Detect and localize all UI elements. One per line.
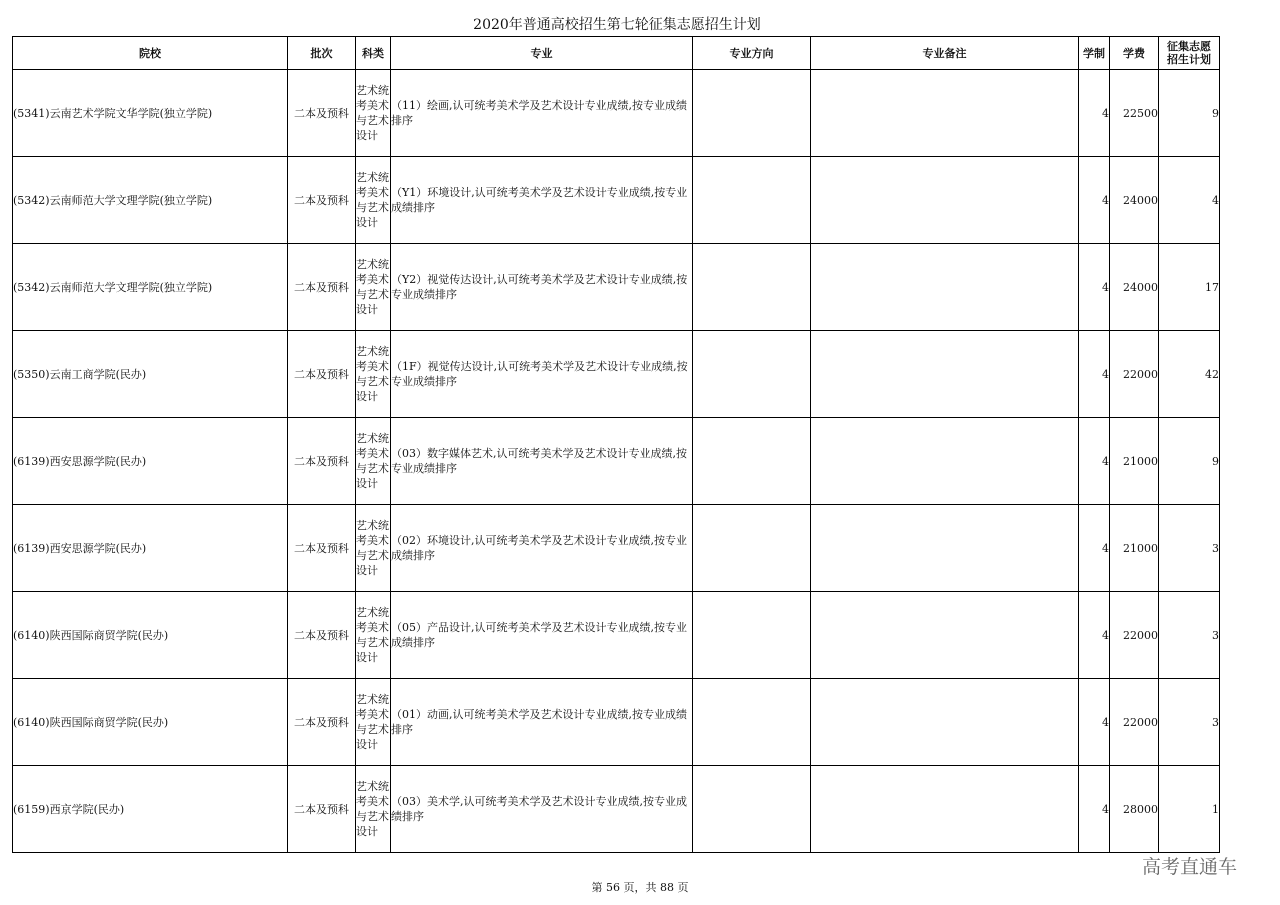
cell-direction	[693, 679, 811, 766]
cell-school: (6139)西安思源学院(民办)	[13, 418, 288, 505]
cell-plan: 4	[1159, 157, 1220, 244]
header-row	[13, 37, 1220, 70]
header-remark: 专业备注	[811, 37, 1079, 70]
table-row	[13, 592, 1220, 679]
header-direction: 专业方向	[693, 37, 811, 70]
cell-direction	[693, 592, 811, 679]
cell-school: (5342)云南师范大学文理学院(独立学院)	[13, 244, 288, 331]
cell-years: 4	[1079, 331, 1110, 418]
cell-years: 4	[1079, 244, 1110, 331]
cell-category: 艺术统考美术与艺术设计	[356, 679, 391, 766]
cell-fee: 22500	[1110, 70, 1159, 157]
table-row	[13, 244, 1220, 331]
cell-direction	[693, 157, 811, 244]
cell-category: 艺术统考美术与艺术设计	[356, 244, 391, 331]
cell-remark	[811, 70, 1079, 157]
header-plan-line1: 征集志愿	[1167, 40, 1211, 53]
header-years: 学制	[1079, 37, 1110, 70]
cell-plan: 9	[1159, 70, 1220, 157]
cell-fee: 22000	[1110, 679, 1159, 766]
cell-category: 艺术统考美术与艺术设计	[356, 592, 391, 679]
cell-batch: 二本及预科	[288, 418, 356, 505]
cell-batch: 二本及预科	[288, 70, 356, 157]
cell-major: （Y2）视觉传达设计,认可统考美术学及艺术设计专业成绩,按专业成绩排序	[391, 244, 693, 331]
cell-school: (6159)西京学院(民办)	[13, 766, 288, 853]
cell-major: （02）环境设计,认可统考美术学及艺术设计专业成绩,按专业成绩排序	[391, 505, 693, 592]
page-footer: 第 56 页，共 88 页	[591, 881, 689, 894]
cell-years: 4	[1079, 70, 1110, 157]
table-body	[13, 70, 1220, 853]
cell-batch: 二本及预科	[288, 505, 356, 592]
cell-school: (5342)云南师范大学文理学院(独立学院)	[13, 157, 288, 244]
cell-years: 4	[1079, 505, 1110, 592]
cell-batch: 二本及预科	[288, 679, 356, 766]
cell-category: 艺术统考美术与艺术设计	[356, 418, 391, 505]
cell-direction	[693, 766, 811, 853]
cell-remark	[811, 418, 1079, 505]
cell-batch: 二本及预科	[288, 592, 356, 679]
table-row	[13, 331, 1220, 418]
enrollment-plan-table	[12, 36, 1220, 853]
cell-remark	[811, 157, 1079, 244]
header-school: 院校	[13, 37, 288, 70]
cell-direction	[693, 70, 811, 157]
cell-major: （Y1）环境设计,认可统考美术学及艺术设计专业成绩,按专业成绩排序	[391, 157, 693, 244]
cell-direction	[693, 244, 811, 331]
document-title: 2020年普通高校招生第七轮征集志愿招生计划	[473, 17, 761, 33]
cell-remark	[811, 592, 1079, 679]
cell-fee: 28000	[1110, 766, 1159, 853]
cell-plan: 42	[1159, 331, 1220, 418]
cell-fee: 21000	[1110, 418, 1159, 505]
header-plan-line2: 招生计划	[1167, 53, 1211, 66]
cell-direction	[693, 505, 811, 592]
cell-plan: 3	[1159, 592, 1220, 679]
cell-fee: 22000	[1110, 331, 1159, 418]
table-header	[13, 37, 1220, 70]
table-row	[13, 157, 1220, 244]
cell-plan: 3	[1159, 679, 1220, 766]
header-plan	[1159, 37, 1220, 70]
cell-school: (6140)陕西国际商贸学院(民办)	[13, 592, 288, 679]
cell-fee: 22000	[1110, 592, 1159, 679]
cell-category: 艺术统考美术与艺术设计	[356, 157, 391, 244]
cell-category: 艺术统考美术与艺术设计	[356, 766, 391, 853]
cell-batch: 二本及预科	[288, 157, 356, 244]
cell-major: （03）美术学,认可统考美术学及艺术设计专业成绩,按专业成绩排序	[391, 766, 693, 853]
cell-remark	[811, 505, 1079, 592]
cell-major: （03）数字媒体艺术,认可统考美术学及艺术设计专业成绩,按专业成绩排序	[391, 418, 693, 505]
cell-plan: 17	[1159, 244, 1220, 331]
cell-direction	[693, 418, 811, 505]
header-category: 科类	[356, 37, 391, 70]
cell-school: (5341)云南艺术学院文华学院(独立学院)	[13, 70, 288, 157]
cell-school: (5350)云南工商学院(民办)	[13, 331, 288, 418]
header-fee: 学费	[1110, 37, 1159, 70]
cell-school: (6140)陕西国际商贸学院(民办)	[13, 679, 288, 766]
cell-batch: 二本及预科	[288, 331, 356, 418]
header-batch: 批次	[288, 37, 356, 70]
cell-category: 艺术统考美术与艺术设计	[356, 331, 391, 418]
table-row	[13, 679, 1220, 766]
cell-fee: 24000	[1110, 157, 1159, 244]
watermark-text: 高考直通车	[1142, 856, 1238, 878]
cell-category: 艺术统考美术与艺术设计	[356, 505, 391, 592]
cell-major: （05）产品设计,认可统考美术学及艺术设计专业成绩,按专业成绩排序	[391, 592, 693, 679]
cell-major: （01）动画,认可统考美术学及艺术设计专业成绩,按专业成绩排序	[391, 679, 693, 766]
cell-remark	[811, 244, 1079, 331]
cell-remark	[811, 679, 1079, 766]
cell-plan: 3	[1159, 505, 1220, 592]
table-row	[13, 418, 1220, 505]
table-row	[13, 766, 1220, 853]
cell-years: 4	[1079, 592, 1110, 679]
cell-batch: 二本及预科	[288, 244, 356, 331]
cell-fee: 24000	[1110, 244, 1159, 331]
cell-years: 4	[1079, 418, 1110, 505]
cell-fee: 21000	[1110, 505, 1159, 592]
cell-years: 4	[1079, 679, 1110, 766]
cell-years: 4	[1079, 157, 1110, 244]
cell-batch: 二本及预科	[288, 766, 356, 853]
cell-remark	[811, 766, 1079, 853]
cell-direction	[693, 331, 811, 418]
cell-plan: 1	[1159, 766, 1220, 853]
cell-remark	[811, 331, 1079, 418]
header-major: 专业	[391, 37, 693, 70]
cell-major: （11）绘画,认可统考美术学及艺术设计专业成绩,按专业成绩排序	[391, 70, 693, 157]
cell-category: 艺术统考美术与艺术设计	[356, 70, 391, 157]
table-row	[13, 505, 1220, 592]
cell-years: 4	[1079, 766, 1110, 853]
cell-plan: 9	[1159, 418, 1220, 505]
cell-school: (6139)西安思源学院(民办)	[13, 505, 288, 592]
table-row	[13, 70, 1220, 157]
cell-major: （1F）视觉传达设计,认可统考美术学及艺术设计专业成绩,按专业成绩排序	[391, 331, 693, 418]
